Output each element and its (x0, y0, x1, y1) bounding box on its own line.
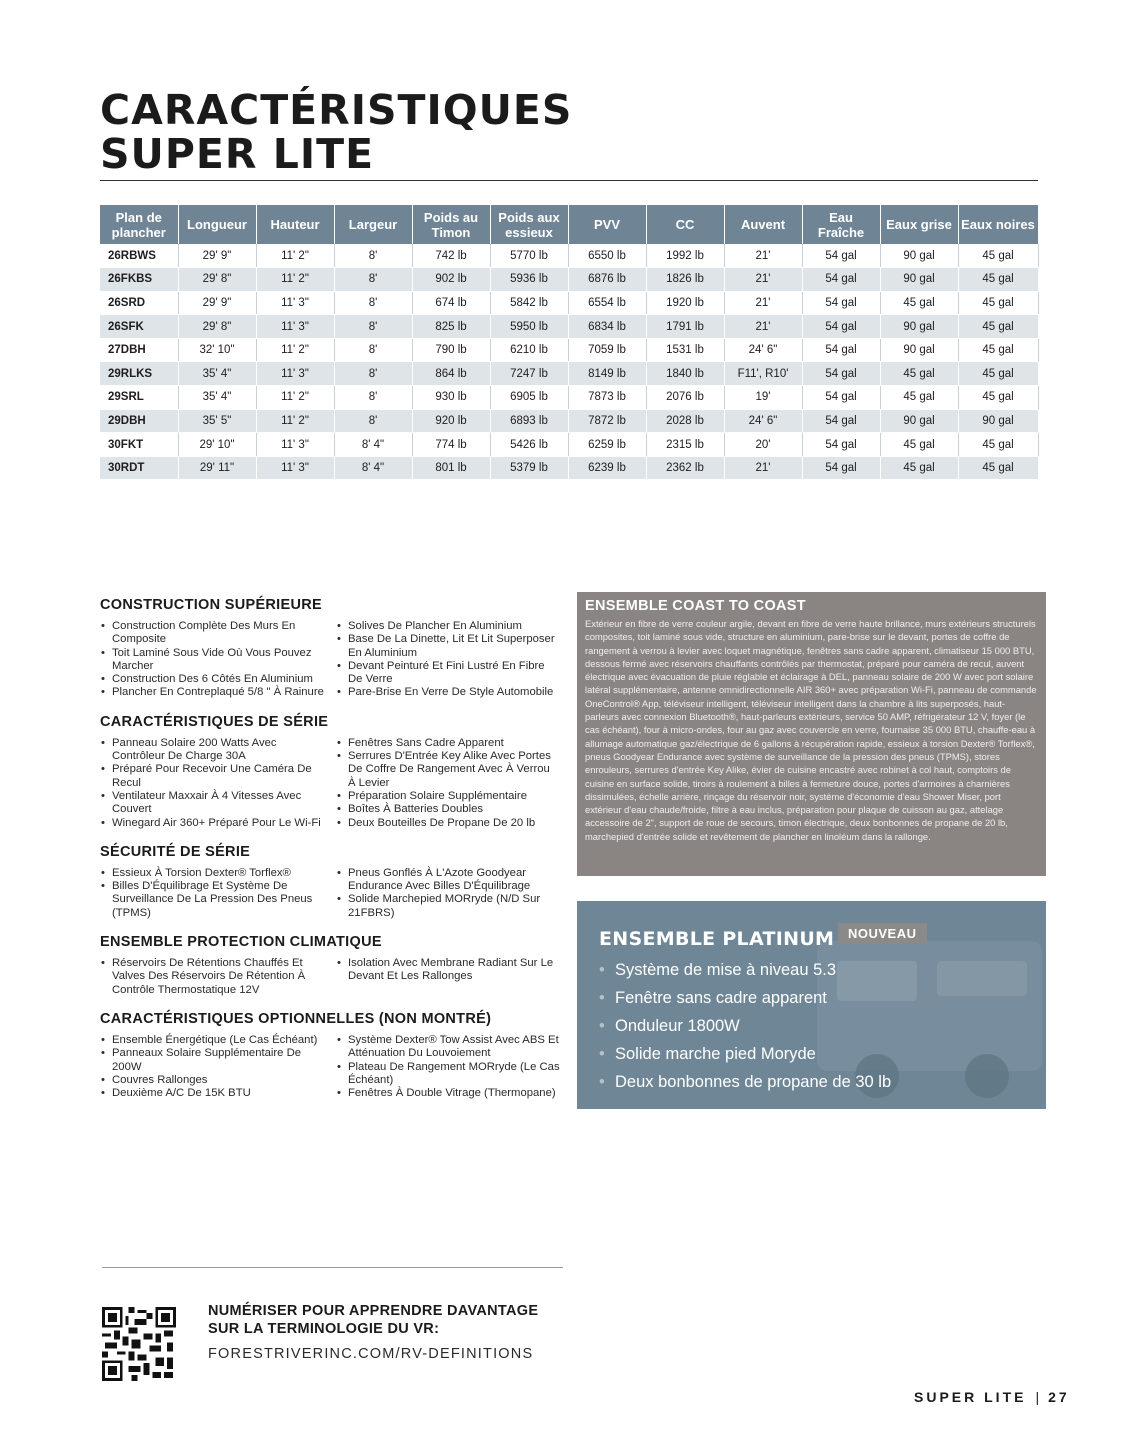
table-cell: 90 gal (880, 409, 958, 433)
table-cell: 54 gal (802, 362, 880, 386)
table-cell: 8' (334, 362, 412, 386)
feature-item: • Construction Des 6 Côtés En Aluminium (100, 673, 324, 686)
col-header-cc: CC (646, 205, 724, 244)
platinum-title: ENSEMBLE PLATINUM (599, 928, 835, 950)
table-cell: 8' 4" (334, 456, 412, 480)
table-cell: 11' 2" (256, 338, 334, 362)
model-cell: 29SRL (100, 386, 178, 410)
features-column (100, 597, 560, 1114)
table-cell: 29' 11" (178, 456, 256, 480)
section-title: CARACTÉRISTIQUES OPTIONNELLES (NON MONTRÉ) (100, 1010, 492, 1027)
feature-list-right (336, 957, 560, 997)
table-cell: 5936 lb (490, 268, 568, 292)
table-cell: 29' 8" (178, 268, 256, 292)
table-cell: 35' 4" (178, 386, 256, 410)
page-number: 27 (1048, 1389, 1070, 1405)
feature-item: • Fenêtres À Double Vitrage (Thermopane) (336, 1087, 560, 1100)
table-cell: 45 gal (958, 362, 1038, 386)
coast-description: Extérieur en fibre de verre couleur argile, devant en fibre de verre haute brillance, murs extérieurs structurels composites, toit laminé sous vide, structure en aluminium, pare-brise sur le devant, portes de coffre de rangement à verrou à levier avec loquet magnétique, fenêtres sans cadre apparent, climatiseur 15 000 BTU, dessous fermé avec réservoirs chauffants contrôlés par thermostat, préparé pour caméra de recul, auvent électrique avec évacuation de pluie réglable et éclairage à DEL, panneau solaire de 200 W avec port solaire latéral supplémentaire, antenne omnidirectionnelle AIR 360+ avec préparation Wi-Fi, panneau de commande OneControl® App, téléviseur intelligent, téléviseur intelligent dans la chambre à lits superposés, haut-parleurs avec connexion Bluetooth®, haut-parleurs extérieurs, service 50 AMP, réfrigérateur 12 V, foyer (le cas échéant), four à micro-ondes, four au gaz avec couvercle en verre, fournaise 35 000 BTU, chauffe-eau à allumage automatique gaz/électrique de 6 gallons à récupération rapide, essieux à torsion Dexter® Torflex®, pneus Goodyear Endurance avec système de surveillance de la pression des pneus (TPMS), stores enrouleurs, serrures d'entrée Key Alike, évier de cuisine encastré avec robinet à col haut, comptoirs de cuisine en surface solide, tiroirs à roulement à billes à fermeture douce, portes d'armoires à charnières dissimulées, échelle arrière, rinçage du réservoir noir, système d'économie d'eau Shower Miser, port extérieur d'eau chaude/froide, filtre à eau inclus, préparation pour plaque de cuisson au gaz, attelage accessoire de 2", support de roue de secours, timon électrique, deux bonbonnes de propane de 20 lb, marchepied d'entrée solide et revêtement de plancher en linoléum dans la rallonge. (585, 618, 1037, 842)
table-cell: 20' (724, 433, 802, 457)
feature-item: • Ventilateur Maxxair À 4 Vitesses Avec Couvert (100, 790, 324, 817)
table-cell: 790 lb (412, 338, 490, 362)
table-cell: 54 gal (802, 386, 880, 410)
table-cell: 5426 lb (490, 433, 568, 457)
table-cell: 930 lb (412, 386, 490, 410)
table-cell: 45 gal (958, 456, 1038, 480)
feature-list-left (100, 957, 324, 997)
platinum-item: • Système de mise à niveau 5.3 (599, 956, 891, 984)
table-cell: 801 lb (412, 456, 490, 480)
table-cell: 2028 lb (646, 409, 724, 433)
table-cell: 2076 lb (646, 386, 724, 410)
table-cell: 11' 2" (256, 409, 334, 433)
table-cell: 674 lb (412, 291, 490, 315)
table-cell: 35' 5" (178, 409, 256, 433)
table-cell: 54 gal (802, 315, 880, 339)
table-cell: 24' 6" (724, 409, 802, 433)
col-header-hauteur: Hauteur (256, 205, 334, 244)
scan-heading (208, 1302, 538, 1338)
table-cell: 45 gal (958, 244, 1038, 268)
coast-to-coast-panel (577, 592, 1046, 876)
model-cell: 26RBWS (100, 244, 178, 268)
platinum-item: • Solide marche pied Moryde (599, 1040, 891, 1068)
feature-item: • Base De La Dinette, Lit Et Lit Superposer En Aluminium (336, 633, 560, 660)
col-header-eaux-noires: Eaux noires (958, 205, 1038, 244)
feature-item: • Pneus Gonflés À L'Azote Goodyear Endurance Avec Billes D'Équilibrage (336, 867, 560, 894)
table-row (100, 362, 1038, 386)
table-cell: 45 gal (880, 433, 958, 457)
feature-item: • Construction Complète Des Murs En Composite (100, 620, 324, 647)
table-cell: 90 gal (880, 315, 958, 339)
col-header-poids-essieux: Poids aux essieux (490, 205, 568, 244)
feature-item: • Plateau De Rangement MORryde (Le Cas Échéant) (336, 1061, 560, 1088)
feature-item: • Winegard Air 360+ Préparé Pour Le Wi-Fi (100, 817, 324, 830)
table-cell: 45 gal (958, 433, 1038, 457)
table-cell: 54 gal (802, 291, 880, 315)
model-cell: 26SRD (100, 291, 178, 315)
feature-list-right (336, 1034, 560, 1100)
feature-section (100, 1011, 560, 1100)
table-cell: 6834 lb (568, 315, 646, 339)
col-header-plan: Plan de plancher (100, 205, 178, 244)
qr-code[interactable] (102, 1307, 176, 1381)
table-header-row (100, 205, 1038, 244)
table-cell: 6210 lb (490, 338, 568, 362)
table-cell: 7872 lb (568, 409, 646, 433)
table-cell: 1826 lb (646, 268, 724, 292)
table-cell: 11' 3" (256, 315, 334, 339)
platinum-item: • Onduleur 1800W (599, 1012, 891, 1040)
table-cell: 54 gal (802, 268, 880, 292)
feature-item: • Plancher En Contreplaqué 5/8 " À Rainure (100, 686, 324, 699)
table-cell: 8149 lb (568, 362, 646, 386)
table-cell: 7873 lb (568, 386, 646, 410)
table-cell: 54 gal (802, 433, 880, 457)
section-title: CONSTRUCTION SUPÉRIEURE (100, 597, 322, 613)
table-cell: 8' (334, 268, 412, 292)
table-cell: 21' (724, 456, 802, 480)
feature-item: • Serrures D'Entrée Key Alike Avec Portes De Coffre De Rangement Avec À Verrou À Levier (336, 750, 560, 790)
table-row (100, 409, 1038, 433)
page-title (100, 88, 572, 176)
table-cell: 1920 lb (646, 291, 724, 315)
feature-item: • Billes D'Équilibrage Et Système De Surveillance De La Pression Des Pneus (TPMS) (100, 880, 324, 920)
feature-item: • Fenêtres Sans Cadre Apparent (336, 737, 560, 750)
table-cell: 825 lb (412, 315, 490, 339)
table-cell: 21' (724, 291, 802, 315)
table-cell: 5842 lb (490, 291, 568, 315)
table-cell: 6893 lb (490, 409, 568, 433)
model-cell: 29RLKS (100, 362, 178, 386)
feature-item: • Couvres Rallonges (100, 1074, 324, 1087)
platinum-item: • Fenêtre sans cadre apparent (599, 984, 891, 1012)
table-row (100, 315, 1038, 339)
table-cell: 1840 lb (646, 362, 724, 386)
bottom-divider (102, 1267, 563, 1268)
col-header-longueur: Longueur (178, 205, 256, 244)
col-header-eau-fraiche: Eau Fraîche (802, 205, 880, 244)
feature-item: • Réservoirs De Rétentions Chauffés Et Valves Des Réservoirs De Rétention À Contrôle Thermostatique 12V (100, 957, 324, 997)
table-cell: 11' 2" (256, 268, 334, 292)
table-row (100, 456, 1038, 480)
table-cell: 8' (334, 244, 412, 268)
table-cell: 6876 lb (568, 268, 646, 292)
page-title-line1: CARACTÉRISTIQUES (100, 86, 573, 134)
table-cell: 54 gal (802, 338, 880, 362)
table-row (100, 338, 1038, 362)
table-row (100, 244, 1038, 268)
table-cell: 29' 9" (178, 291, 256, 315)
feature-item: • Boîtes À Batteries Doubles (336, 803, 560, 816)
table-cell: 5770 lb (490, 244, 568, 268)
feature-item: • Panneaux Solaire Supplémentaire De 200W (100, 1047, 324, 1074)
table-cell: 7247 lb (490, 362, 568, 386)
scan-heading-line2: SUR LA TERMINOLOGIE DU VR: (208, 1321, 440, 1337)
table-cell: 2315 lb (646, 433, 724, 457)
feature-item: • Préparé Pour Recevoir Une Caméra De Recul (100, 763, 324, 790)
table-cell: 920 lb (412, 409, 490, 433)
table-cell: 774 lb (412, 433, 490, 457)
table-cell: 5950 lb (490, 315, 568, 339)
table-cell: 21' (724, 268, 802, 292)
table-cell: 864 lb (412, 362, 490, 386)
footer-separator: | (1035, 1389, 1040, 1405)
feature-list-right (336, 620, 560, 700)
table-cell: 54 gal (802, 456, 880, 480)
feature-item: • Préparation Solaire Supplémentaire (336, 790, 560, 803)
table-cell: 32' 10" (178, 338, 256, 362)
table-cell: 90 gal (880, 338, 958, 362)
feature-section (100, 714, 560, 830)
col-header-poids-timon: Poids au Timon (412, 205, 490, 244)
feature-item: • Pare-Brise En Verre De Style Automobile (336, 686, 560, 699)
model-cell: 26FKBS (100, 268, 178, 292)
table-cell: 90 gal (880, 244, 958, 268)
table-cell: F11', R10' (724, 362, 802, 386)
model-cell: 30RDT (100, 456, 178, 480)
table-cell: 8' (334, 315, 412, 339)
table-row (100, 433, 1038, 457)
table-cell: 11' 2" (256, 244, 334, 268)
table-cell: 45 gal (880, 291, 958, 315)
table-cell: 6239 lb (568, 456, 646, 480)
table-cell: 19' (724, 386, 802, 410)
section-title: CARACTÉRISTIQUES DE SÉRIE (100, 713, 329, 730)
table-row (100, 291, 1038, 315)
table-cell: 8' (334, 291, 412, 315)
feature-item: • Isolation Avec Membrane Radiant Sur Le Devant Et Les Rallonges (336, 957, 560, 984)
platinum-list (599, 956, 891, 1096)
model-cell: 30FKT (100, 433, 178, 457)
table-row (100, 386, 1038, 410)
table-cell: 45 gal (880, 362, 958, 386)
table-cell: 8' (334, 386, 412, 410)
table-cell: 29' 8" (178, 315, 256, 339)
feature-item: • Deux Bouteilles De Propane De 20 lb (336, 817, 560, 830)
table-cell: 11' 3" (256, 291, 334, 315)
table-cell: 11' 3" (256, 433, 334, 457)
model-cell: 26SFK (100, 315, 178, 339)
footer-brand: SUPER LITE (914, 1389, 1027, 1405)
table-cell: 6550 lb (568, 244, 646, 268)
table-cell: 1992 lb (646, 244, 724, 268)
page-title-line2: SUPER LITE (100, 130, 375, 178)
model-cell: 27DBH (100, 338, 178, 362)
table-cell: 11' 3" (256, 456, 334, 480)
table-cell: 45 gal (958, 291, 1038, 315)
table-cell: 6259 lb (568, 433, 646, 457)
table-cell: 8' 4" (334, 433, 412, 457)
table-cell: 45 gal (958, 268, 1038, 292)
feature-list-left (100, 620, 324, 700)
feature-item: • Système Dexter® Tow Assist Avec ABS Et Atténuation Du Louvoiement (336, 1034, 560, 1061)
platinum-item: • Deux bonbonnes de propane de 30 lb (599, 1068, 891, 1096)
table-cell: 742 lb (412, 244, 490, 268)
table-row (100, 268, 1038, 292)
table-cell: 2362 lb (646, 456, 724, 480)
feature-list-left (100, 867, 324, 920)
section-title: ENSEMBLE PROTECTION CLIMATIQUE (100, 934, 382, 951)
spec-table (100, 205, 1039, 480)
title-divider (100, 180, 1038, 181)
feature-item: • Toit Laminé Sous Vide Où Vous Pouvez Marcher (100, 647, 324, 674)
platinum-panel (577, 901, 1046, 1109)
definitions-link[interactable]: FORESTRIVERINC.COM/RV-DEFINITIONS (208, 1346, 534, 1362)
table-cell: 24' 6" (724, 338, 802, 362)
new-badge: NOUVEAU (838, 923, 927, 944)
table-cell: 8' (334, 409, 412, 433)
table-cell: 11' 2" (256, 386, 334, 410)
section-title: SÉCURITÉ DE SÉRIE (100, 843, 251, 860)
feature-section (100, 934, 560, 997)
table-cell: 45 gal (958, 338, 1038, 362)
table-cell: 90 gal (880, 268, 958, 292)
table-cell: 21' (724, 315, 802, 339)
table-cell: 45 gal (958, 386, 1038, 410)
table-cell: 21' (724, 244, 802, 268)
coast-title: ENSEMBLE COAST TO COAST (585, 598, 806, 614)
table-cell: 902 lb (412, 268, 490, 292)
feature-item: • Devant Peinturé Et Fini Lustré En Fibre De Verre (336, 660, 560, 687)
table-cell: 5379 lb (490, 456, 568, 480)
table-cell: 11' 3" (256, 362, 334, 386)
feature-item: • Panneau Solaire 200 Watts Avec Contrôleur De Charge 30A (100, 737, 324, 764)
feature-item: • Ensemble Énergétique (Le Cas Échéant) (100, 1034, 324, 1047)
table-cell: 45 gal (958, 315, 1038, 339)
col-header-largeur: Largeur (334, 205, 412, 244)
table-cell: 7059 lb (568, 338, 646, 362)
feature-item: • Deuxième A/C De 15K BTU (100, 1087, 324, 1100)
table-cell: 6905 lb (490, 386, 568, 410)
feature-section (100, 844, 560, 920)
table-cell: 1531 lb (646, 338, 724, 362)
feature-item: • Solives De Plancher En Aluminium (336, 620, 560, 633)
table-cell: 29' 9" (178, 244, 256, 268)
feature-list-right (336, 737, 560, 830)
feature-item: • Essieux À Torsion Dexter® Torflex® (100, 867, 324, 880)
table-cell: 6554 lb (568, 291, 646, 315)
table-cell: 54 gal (802, 244, 880, 268)
table-cell: 90 gal (958, 409, 1038, 433)
table-cell: 29' 10" (178, 433, 256, 457)
model-cell: 29DBH (100, 409, 178, 433)
feature-item: • Solide Marchepied MORryde (N/D Sur 21FBRS) (336, 893, 560, 920)
col-header-pvv: PVV (568, 205, 646, 244)
col-header-eaux-grise: Eaux grise (880, 205, 958, 244)
table-cell: 45 gal (880, 456, 958, 480)
page-footer (914, 1389, 1070, 1405)
feature-list-left (100, 1034, 324, 1100)
table-cell: 45 gal (880, 386, 958, 410)
table-cell: 8' (334, 338, 412, 362)
table-cell: 1791 lb (646, 315, 724, 339)
feature-list-left (100, 737, 324, 830)
table-cell: 54 gal (802, 409, 880, 433)
table-cell: 35' 4" (178, 362, 256, 386)
feature-section (100, 597, 560, 700)
col-header-auvent: Auvent (724, 205, 802, 244)
feature-list-right (336, 867, 560, 920)
scan-heading-line1: NUMÉRISER POUR APPRENDRE DAVANTAGE (208, 1303, 539, 1319)
